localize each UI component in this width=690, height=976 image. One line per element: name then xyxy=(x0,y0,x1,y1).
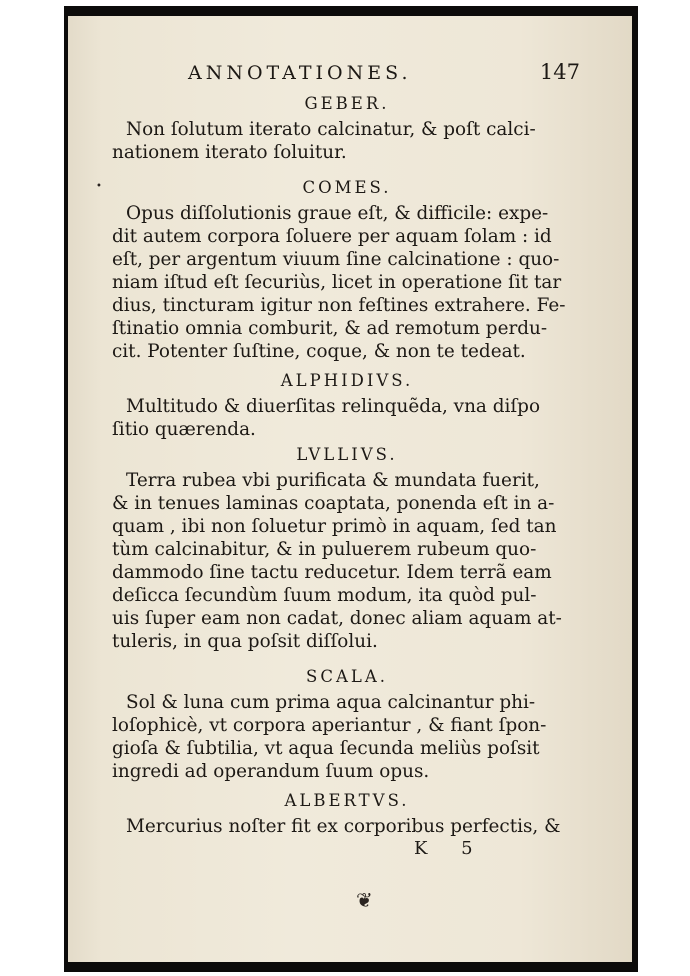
text-line: ſitio quærenda. xyxy=(112,419,256,440)
text-line: Opus diſſolutionis graue eſt, & difficile: expe- xyxy=(126,203,549,224)
text-line: tùm calcinabitur, & in puluerem rubeum quo- xyxy=(112,539,537,560)
text-line: dammodo ſine tactu reducetur. Idem terrã eam xyxy=(112,562,552,583)
text-line: deſicca ſecundùm ſuum modum, ita quòd pul- xyxy=(112,585,537,606)
text-line: quam , ibi non ſoluetur primò in aquam, ſed tan xyxy=(112,516,557,537)
text-line: Sol & luna cum prima aqua calcinantur phi- xyxy=(126,692,536,713)
text-line: Multitudo & diuerſitas relinquẽda, vna diſpo xyxy=(126,396,541,417)
section-heading: ALPHIDIVS. xyxy=(280,371,414,390)
book-page xyxy=(68,16,632,962)
section-heading: SCALA. xyxy=(306,667,388,686)
page-number: 147 xyxy=(539,60,580,84)
running-head-title: ANNOTATIONES. xyxy=(188,62,412,84)
section-paragraph xyxy=(112,395,582,441)
running-head xyxy=(112,62,582,90)
text-line: cit. Potenter ſuſtine, coque, & non te tedeat. xyxy=(112,341,526,362)
page-text-block xyxy=(112,62,582,862)
ink-mark: • xyxy=(96,181,102,192)
text-line: & in tenues laminas coaptata, ponenda eſt in a- xyxy=(112,493,555,514)
text-line: Mercurius noſter fit ex corporibus perfectis, & xyxy=(126,816,561,837)
section-paragraph xyxy=(112,691,582,783)
text-line: Non ſolutum iterato calcinatur, & poſt calci- xyxy=(126,119,536,140)
section-paragraph xyxy=(112,815,582,838)
section-paragraph xyxy=(112,202,582,363)
text-line: ſtinatio omnia comburit, & ad remotum perdu- xyxy=(112,318,548,339)
section-heading: LVLLIVS. xyxy=(296,445,398,464)
text-line: loſophicè, vt corpora aperiantur , & fiant ſpon- xyxy=(112,715,547,736)
text-line: uis ſuper eam non cadat, donec aliam aquam at- xyxy=(112,608,562,629)
fleuron-ornament: ❦ xyxy=(356,888,373,912)
signature-text: K 5 xyxy=(414,838,487,859)
text-line: dit autem corpora ſoluere per aquam ſolam : id xyxy=(112,226,552,247)
section-heading: ALBERTVS. xyxy=(284,791,410,810)
text-line: nationem iterato ſoluitur. xyxy=(112,142,347,163)
text-line: eſt, per argentum viuum ſine calcinatione : quo- xyxy=(112,249,560,270)
section-paragraph xyxy=(112,469,582,653)
text-line: tuleris, in qua poſsit diſſolui. xyxy=(112,631,378,652)
text-line: gioſa & ſubtilia, vt aqua ſecunda meliùs poſsit xyxy=(112,738,540,759)
text-line: dius, tincturam igitur non feſtines extrahere. Fe- xyxy=(112,295,566,316)
section-heading: COMES. xyxy=(302,178,392,197)
text-line: ingredi ad operandum ſuum opus. xyxy=(112,761,430,782)
section-heading: GEBER. xyxy=(304,94,390,113)
section-paragraph xyxy=(112,118,582,164)
text-line: niam iſtud eſt ſecuriùs, licet in operatione ſit tar xyxy=(112,272,562,293)
text-line: Terra rubea vbi purificata & mundata fuerit, xyxy=(126,470,540,491)
signature-mark xyxy=(112,838,582,862)
